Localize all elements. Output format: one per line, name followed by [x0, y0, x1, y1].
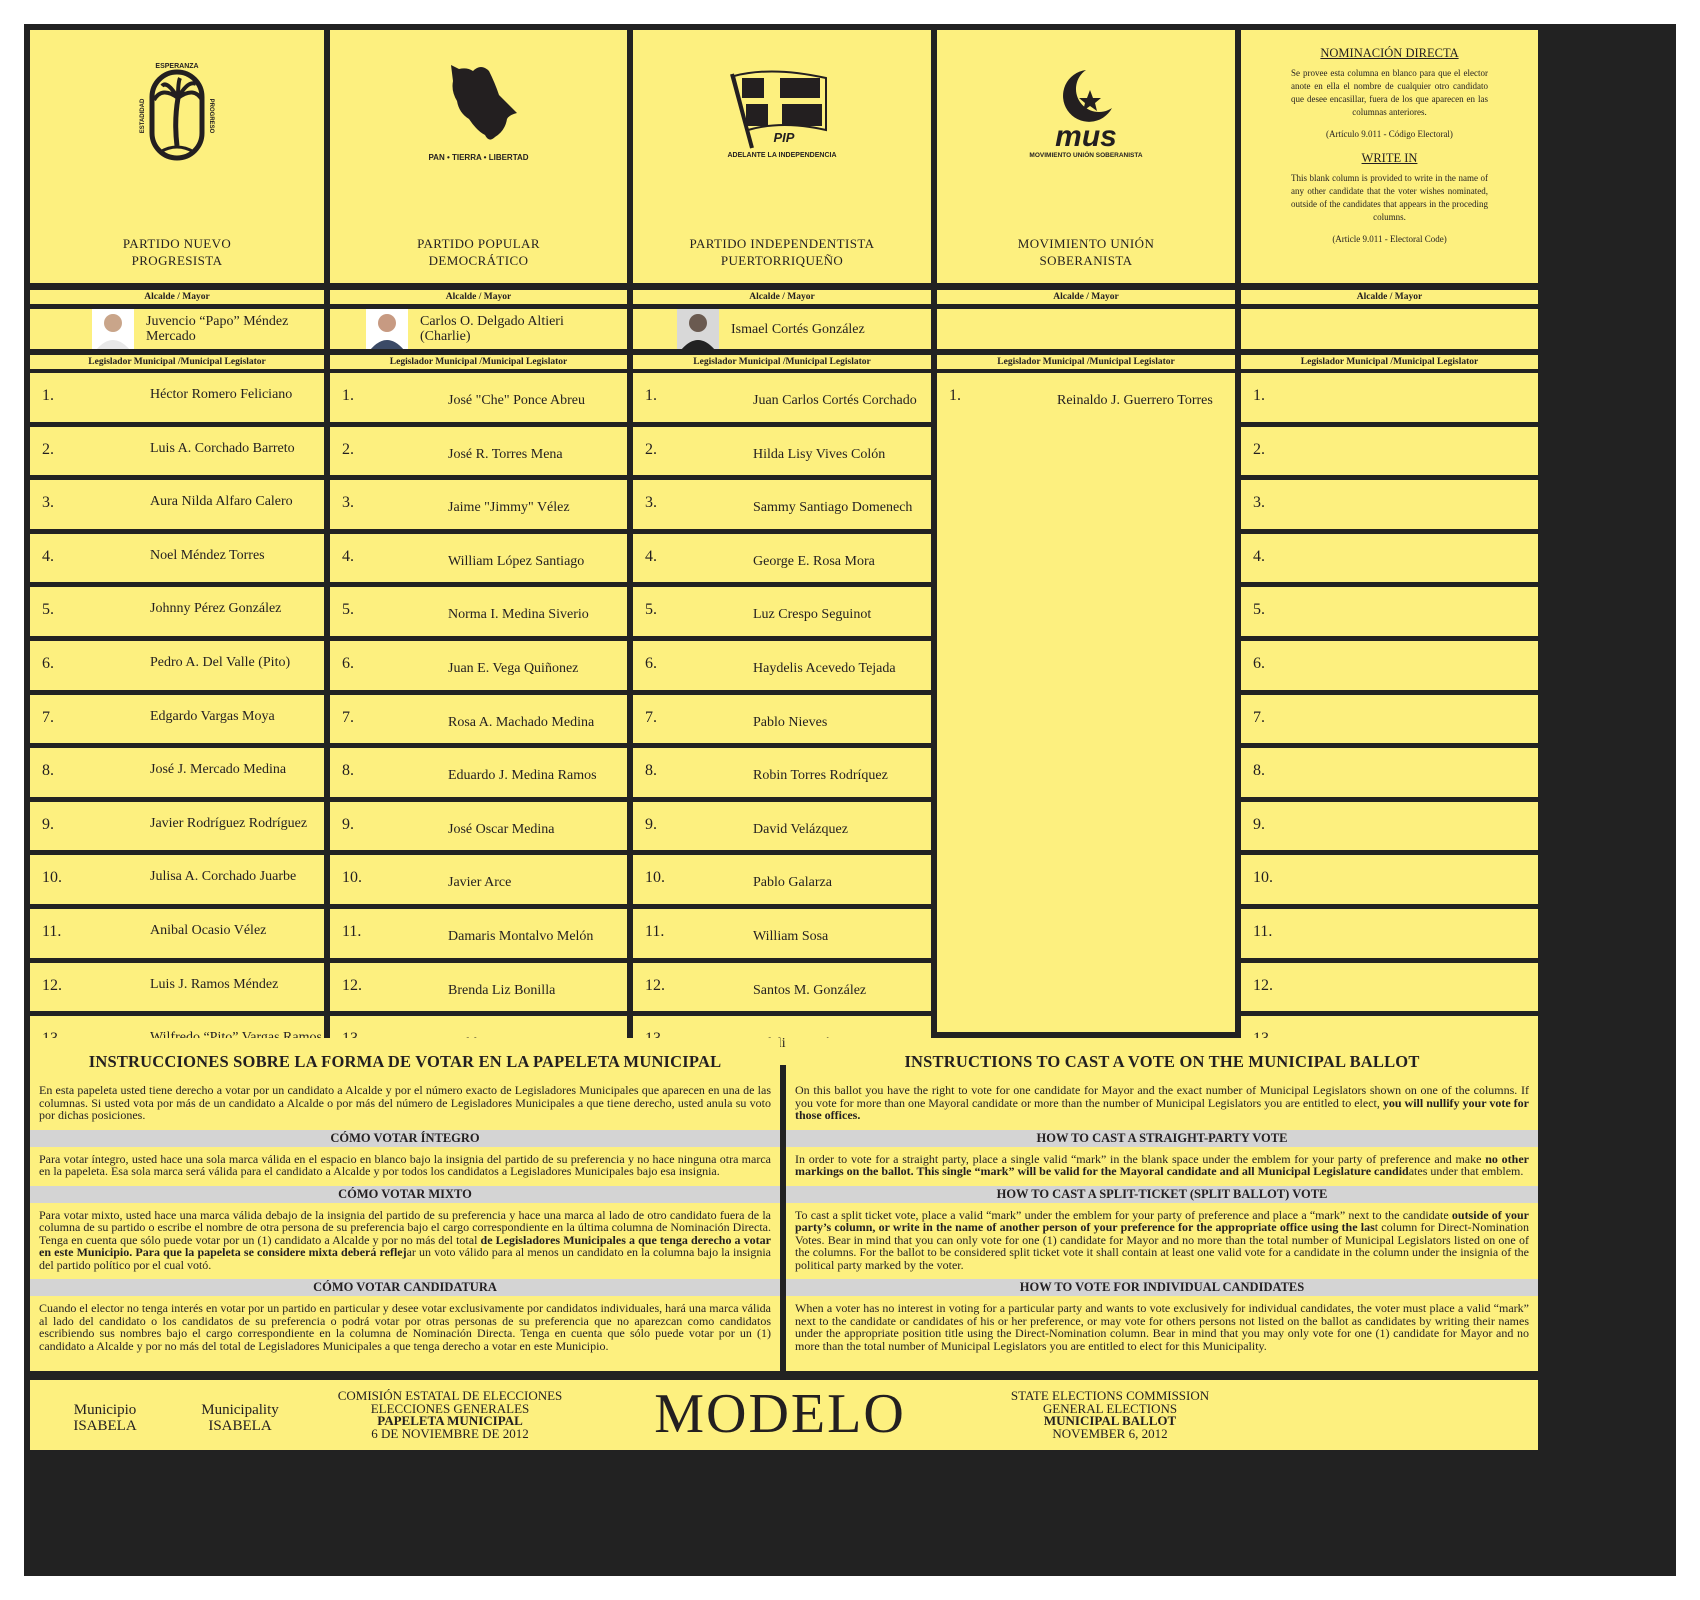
legislator-name: Edgardo Vargas Moya [150, 708, 275, 724]
legislator-label: Legislador Municipal /Municipal Legislator [937, 355, 1235, 369]
table-row[interactable] [330, 855, 627, 904]
logo-caption: PAN • TIERRA • LIBERTAD [428, 152, 529, 162]
row-number: 6. [342, 655, 354, 672]
party-name: MOVIMIENTO UNIÓN SOBERANISTA [1017, 236, 1155, 268]
section-text: Cuando el elector no tenga interés en votar por un partido en particular y desee votar exclusivamente por candidatos individuales, hará una marca válida al lado del candidato o los candidatos de su preferencia o podrá votar por otras personas de su preferencia que no aparezcan como candidatos escribiendo sus nombres bajo el cargo correspondiente en la columna de Nominación Directa. Tenga en cuenta que sólo puede votar por un (1) candidato a Alcalde y por no más del total de Legisladores Municipales a que tenga derecho a votar en este Municipio. [39, 1301, 771, 1353]
write-in-title-es: NOMINACIÓN DIRECTA [1320, 46, 1459, 60]
legislator-name: Johnny Pérez González [150, 601, 282, 617]
modelo-watermark: MODELO [654, 1383, 906, 1445]
legislator-name: Jaime "Jimmy" Vélez [448, 500, 570, 516]
mus-moon-star-logo [937, 36, 1235, 186]
municipio-block: Municipio ISABELA [73, 1402, 137, 1434]
mayor-label: Alcalde / Mayor [937, 290, 1235, 304]
row-number: 12. [1253, 976, 1273, 994]
logo-caption: MOVIMIENTO UNIÓN SOBERANISTA [1029, 151, 1143, 159]
section-text: Para votar íntegro, usted hace una sola marca válida en el espacio en blanco bajo la insignia del partido de su preferencia y no hace ninguna otra marca en la papeleta. Esa sola marca será válida para el candidato a Alcalde y por todos los candidatos a Legisladores Municipales bajo esa insignia. [39, 1151, 771, 1178]
svg-text:ESTADIDAD: ESTADIDAD [140, 98, 146, 134]
row-number: 9. [1253, 815, 1265, 833]
mayor-candidate[interactable]: Ismael Cortés González [633, 309, 931, 349]
candidate-photo [92, 309, 134, 349]
party-name: PARTIDO INDEPENDENTISTA PUERTORRIQUEÑO [689, 236, 875, 268]
row-number: 7. [342, 708, 354, 726]
municipality-block: Municipality ISABELA [201, 1402, 279, 1434]
legislator-name: Damaris Montalvo Melón [448, 929, 594, 944]
section-heading: CÓMO VOTAR CANDIDATURA [30, 1279, 780, 1296]
mayor-label: Alcalde / Mayor [30, 290, 324, 304]
section-heading: HOW TO CAST A SPLIT-TICKET (SPLIT BALLOT) VOTE [786, 1186, 1538, 1203]
table-row[interactable] [633, 695, 931, 744]
party-column-pnp[interactable] [30, 30, 324, 283]
row-number: 1. [949, 387, 961, 404]
row-number: 5. [1253, 601, 1265, 619]
logo-caption: ADELANTE LA INDEPENDENCIA [727, 151, 837, 159]
legislator-name: Santos M. González [753, 982, 867, 998]
row-number: 5. [42, 601, 54, 619]
instructions-english [786, 1038, 1538, 1371]
row-number: 2. [645, 440, 657, 458]
write-in-row[interactable] [1241, 373, 1538, 422]
svg-text:PIP: PIP [773, 129, 795, 145]
legislator-name: Anibal Ocasio Vélez [150, 923, 267, 938]
party-column-ppd[interactable] [330, 30, 627, 283]
legislator-name: Hilda Lisy Vives Colón [753, 446, 886, 462]
write-in-row[interactable] [1241, 480, 1538, 529]
legislator-name: José J. Mercado Medina [150, 762, 287, 778]
table-row[interactable] [330, 963, 627, 1012]
section-text: To cast a split ticket vote, place a valid “mark” under the emblem for your party of preference and place a “mark” next to the candidate outside of your party’s column, or write in the name of another person of your preference for the appropriate office using the last column for Direct-Nomination Votes. Bear in mind that you can only vote for one (1) candidate for Mayor and no more than the total number of Municipal Legislators listed on one of the columns. For the ballot to be considered split ticket vote it shall contain at least one valid vote for a candidate in the column under the insignia of the political party marked by the voter. [795, 1207, 1529, 1272]
row-number: 10. [342, 869, 362, 887]
svg-text:ESPERANZA: ESPERANZA [155, 63, 199, 70]
legislator-name: Rosa A. Machado Medina [448, 714, 595, 730]
write-in-row[interactable] [1241, 909, 1538, 958]
row-number: 3. [1253, 494, 1265, 512]
section-text: When a voter has no interest in voting for a particular party and wants to vote exclusively for individual candidates, the voter must place a valid “mark” next to the candidate or candidates of his or her preference, or may vote for others persons not listed on the ballot as candidates by writing their names under the appropriate position title using the Direct-Nomination column. Bear in mind that you may only vote for one (1) candidate for Mayor and no more than the total number of Municipal Legislators you are entitled to elect for this Municipality. [795, 1301, 1529, 1353]
table-row[interactable] [30, 748, 324, 797]
row-number: 7. [645, 708, 657, 726]
row-number: 1. [342, 387, 354, 404]
table-row[interactable] [330, 748, 627, 797]
legislator-name: José "Che" Ponce Abreu [448, 393, 586, 408]
row-number: 11. [42, 923, 62, 940]
row-number: 12. [645, 976, 665, 994]
row-number: 5. [645, 601, 657, 619]
write-in-row[interactable] [1241, 748, 1538, 797]
row-number: 8. [342, 762, 354, 780]
pip-flag-logo [633, 36, 931, 186]
write-in-article-es: (Artículo 9.011 - Código Electoral) [1326, 129, 1453, 139]
instructions-title: INSTRUCCIONES SOBRE LA FORMA DE VOTAR EN LA PAPELETA MUNICIPAL [88, 1052, 722, 1071]
legislator-name: José R. Torres Mena [448, 446, 563, 462]
legislator-name: José Oscar Medina [448, 821, 555, 837]
table-row[interactable] [30, 695, 324, 744]
section-heading: CÓMO VOTAR MIXTO [30, 1186, 780, 1203]
section-heading: CÓMO VOTAR ÍNTEGRO [30, 1130, 780, 1147]
row-number: 8. [42, 762, 54, 780]
write-in-text-es: Se provee esta columna en blanco para que el elector anote en ella el nombre de cualquier otro candidato que desee encasillar, fuera de los que aparecen en las columnas anteriores. [1291, 68, 1488, 117]
write-in-row[interactable] [1241, 963, 1538, 1012]
mus-legislator-column[interactable] [937, 373, 1235, 1032]
row-number: 10. [645, 869, 665, 887]
row-number: 3. [42, 494, 54, 512]
legislator-name: William López Santiago [448, 553, 585, 569]
municipal-ballot [24, 24, 1676, 1576]
table-row[interactable] [30, 534, 324, 583]
table-row[interactable] [330, 534, 627, 583]
mayor-write-in[interactable] [1241, 309, 1538, 349]
ppd-jibaro-logo [330, 36, 627, 186]
write-in-row[interactable] [1241, 641, 1538, 690]
table-row[interactable] [330, 802, 627, 851]
row-number: 11. [1253, 923, 1273, 940]
row-number: 8. [645, 762, 657, 780]
section-text: Para votar mixto, usted hace una marca válida debajo de la insignia del partido de su preferencia y hace una marca al lado de otro candidato fuera de la columna de su partido o escribe el nombre de otra persona de su preferencia bajo el cargo correspondiente en la última columna de Nominación Directa. Tenga en cuenta que sólo puede votar por un (1) candidato a Alcalde y por no más del total de Legisladores Municipales a que tenga derecho a votar en este Municipio. Para que la papeleta se considere mixta deberá reflejar un voto válido para al menos un candidato en la columna bajo la insignia del partido político por el cual votó. [39, 1207, 771, 1272]
commission-block-es: COMISIÓN ESTATAL DE ELECCIONES ELECCIONES GENERALES PAPELETA MUNICIPAL 6 DE NOVIEMBRE DE 2012 [337, 1388, 563, 1441]
mayor-label: Alcalde / Mayor [633, 290, 931, 304]
legislator-name: Norma I. Medina Siverio [448, 607, 589, 623]
ballot-footer [30, 1380, 1538, 1450]
legislator-name: Luis J. Ramos Méndez [150, 976, 279, 992]
legislator-name: Juan Carlos Cortés Corchado [753, 393, 917, 408]
table-row[interactable] [30, 480, 324, 529]
legislator-name: Pablo Nieves [753, 714, 828, 730]
table-row[interactable] [30, 373, 324, 422]
party-column-pip[interactable] [633, 30, 931, 283]
row-number: 2. [342, 440, 354, 458]
section-heading: HOW TO VOTE FOR INDIVIDUAL CANDIDATES [786, 1279, 1538, 1296]
legislator-name: Robin Torres Rodríquez [753, 768, 888, 784]
legislator-name: Aura Nilda Alfaro Calero [150, 494, 293, 510]
mayor-label: Alcalde / Mayor [330, 290, 627, 304]
legislator-name: Luz Crespo Seguinot [753, 607, 872, 623]
row-number: 4. [645, 547, 657, 565]
row-number: 6. [42, 655, 54, 672]
legislator-name: Javier Rodríguez Rodríguez [150, 815, 308, 831]
svg-text:PROGRESO: PROGRESO [208, 98, 214, 134]
legislator-name: Javier Arce [448, 875, 512, 891]
row-number: 7. [1253, 708, 1265, 726]
legislator-name: Reinaldo J. Guerrero Torres [1057, 393, 1213, 408]
table-row[interactable] [30, 963, 324, 1012]
candidate-photo [677, 309, 719, 349]
table-row[interactable] [30, 855, 324, 904]
table-row[interactable] [330, 587, 627, 636]
candidate-photo [366, 309, 408, 349]
row-number: 12. [342, 976, 362, 994]
row-number: 2. [1253, 440, 1265, 458]
row-number: 10. [1253, 869, 1273, 887]
row-number: 11. [645, 923, 665, 940]
write-in-row[interactable] [1241, 427, 1538, 476]
table-row[interactable] [633, 963, 931, 1012]
table-row[interactable] [633, 587, 931, 636]
instructions-title: INSTRUCTIONS TO CAST A VOTE ON THE MUNICIPAL BALLOT [904, 1052, 1420, 1071]
legislator-name: Pablo Galarza [753, 875, 832, 891]
instructions-spanish [30, 1038, 780, 1371]
row-number: 12. [42, 976, 62, 994]
write-in-row[interactable] [1241, 534, 1538, 583]
legislator-name: Haydelis Acevedo Tejada [753, 661, 896, 676]
table-row[interactable] [633, 802, 931, 851]
legislator-label: Legislador Municipal /Municipal Legislator [30, 355, 324, 369]
row-number: 5. [342, 601, 354, 619]
legislator-label: Legislador Municipal /Municipal Legislator [1241, 355, 1538, 369]
row-number: 1. [1253, 387, 1265, 404]
legislator-name: Héctor Romero Feliciano [150, 387, 293, 402]
write-in-row[interactable] [1241, 587, 1538, 636]
party-name: PARTIDO POPULAR DEMOCRÁTICO [417, 236, 540, 268]
party-column-mus[interactable] [937, 30, 1235, 283]
table-row[interactable] [330, 641, 627, 690]
mayor-candidate[interactable]: Juvencio “Papo” Méndez Mercado [30, 309, 324, 349]
party-name: PARTIDO NUEVO PROGRESISTA [122, 236, 232, 268]
mayor-label: Alcalde / Mayor [1241, 290, 1538, 304]
table-row[interactable] [30, 587, 324, 636]
row-number: 7. [42, 708, 54, 726]
table-row[interactable] [330, 373, 627, 422]
table-row[interactable] [633, 909, 931, 958]
table-row[interactable] [330, 909, 627, 958]
table-row[interactable] [633, 748, 931, 797]
row-number: 3. [645, 494, 657, 512]
table-row[interactable] [330, 480, 627, 529]
write-in-text-en: This blank column is provided to write in the name of any other candidate that the voter wishes nominated, outside of the candidates that appears in the proceding columns. [1291, 173, 1488, 222]
mayor-candidate-empty[interactable] [937, 309, 1235, 349]
legislator-name: Sammy Santiago Domenech [753, 500, 913, 516]
row-number: 1. [42, 387, 54, 404]
table-row[interactable] [30, 909, 324, 958]
row-number: 2. [42, 440, 54, 458]
table-row[interactable] [633, 641, 931, 690]
row-number: 9. [645, 815, 657, 833]
legislator-name: Brenda Liz Bonilla [448, 982, 556, 998]
legislator-name: William Sosa [753, 929, 829, 944]
commission-block-en: STATE ELECTIONS COMMISSION GENERAL ELECTIONS MUNICIPAL BALLOT NOVEMBER 6, 2012 [1010, 1388, 1210, 1441]
legislator-name: Julisa A. Corchado Juarbe [150, 869, 297, 885]
write-in-header[interactable] [1241, 30, 1538, 283]
legislator-name: George E. Rosa Mora [753, 553, 875, 569]
legislator-label: Legislador Municipal /Municipal Legislator [633, 355, 931, 369]
row-number: 1. [645, 387, 657, 404]
table-row[interactable] [633, 534, 931, 583]
row-number: 8. [1253, 762, 1265, 780]
legislator-name: Eduardo J. Medina Ramos [448, 768, 597, 784]
legislator-name: Noel Méndez Torres [150, 547, 265, 563]
table-row[interactable] [30, 641, 324, 690]
table-row[interactable] [30, 427, 324, 476]
row-number: 11. [342, 923, 362, 940]
instructions-intro: On this ballot you have the right to vote for one candidate for Mayor and the exact number of Municipal Legislators shown on one of the columns. If you vote for more than one Mayoral candidate or more than the number of Municipal Legislators you are entitled to elect, you will nullify your vote for those offices. [795, 1083, 1529, 1122]
pnp-palm-tree-logo [30, 36, 324, 186]
legislator-name: Luis A. Corchado Barreto [150, 440, 295, 456]
table-row[interactable] [633, 855, 931, 904]
instructions-intro: En esta papeleta usted tiene derecho a votar por un candidato a Alcalde y por el número exacto de Legisladores Municipales que aparecen en una de las columnas. Si usted vota por más de un candidato a Alcalde o por más del número de Legisladores Municipales a que tiene derecho, usted anula su voto por dichas posiciones. [39, 1083, 771, 1122]
section-heading: HOW TO CAST A STRAIGHT-PARTY VOTE [786, 1130, 1538, 1147]
row-number: 4. [342, 547, 354, 565]
table-row[interactable] [330, 427, 627, 476]
write-in-row[interactable] [1241, 695, 1538, 744]
section-text: In order to vote for a straight party, place a single valid “mark” in the blank space under the emblem for your party of preference and make no other markings on the ballot. This single “mark” will be valid for the Mayoral candidate and all Municipal Legislature candidates under that emblem. [795, 1151, 1529, 1178]
row-number: 9. [342, 815, 354, 833]
row-number: 4. [42, 547, 54, 565]
legislator-label: Legislador Municipal /Municipal Legislator [330, 355, 627, 369]
mayor-candidate[interactable]: Carlos O. Delgado Altieri (Charlie) [330, 309, 627, 349]
row-number: 3. [342, 494, 354, 512]
legislator-name: Pedro A. Del Valle (Pito) [150, 655, 291, 670]
table-row[interactable] [633, 373, 931, 422]
table-row[interactable] [633, 427, 931, 476]
row-number: 6. [645, 655, 657, 672]
write-in-row[interactable] [1241, 855, 1538, 904]
table-row[interactable] [30, 802, 324, 851]
write-in-row[interactable] [1241, 802, 1538, 851]
table-row[interactable] [330, 695, 627, 744]
row-number: 10. [42, 869, 62, 887]
svg-text:mus: mus [1055, 119, 1117, 150]
write-in-article-en: (Article 9.011 - Electoral Code) [1332, 234, 1447, 244]
legislator-name: Juan E. Vega Quiñonez [448, 661, 579, 676]
row-number: 6. [1253, 655, 1265, 672]
table-row[interactable] [633, 480, 931, 529]
row-number: 4. [1253, 547, 1265, 565]
legislator-name: David Velázquez [753, 821, 848, 837]
write-in-title-en: WRITE IN [1361, 151, 1418, 165]
row-number: 9. [42, 815, 54, 833]
